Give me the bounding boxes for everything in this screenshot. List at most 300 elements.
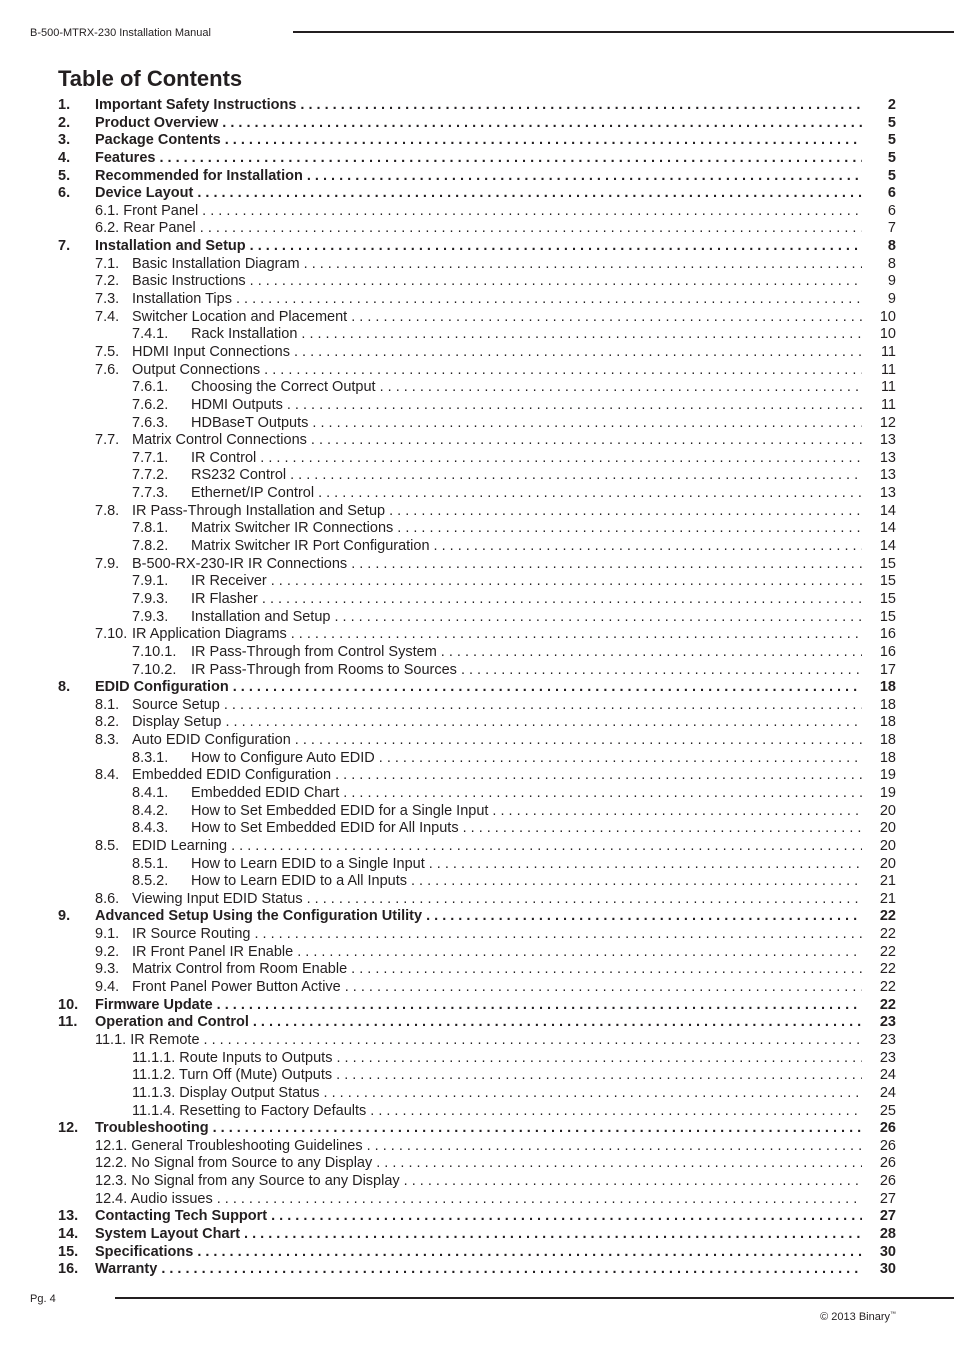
toc-entry[interactable] <box>58 362 900 380</box>
dot-leader <box>217 1191 862 1209</box>
toc-entry[interactable] <box>58 856 900 874</box>
toc-entry-page: 26 <box>879 1120 896 1137</box>
toc-entry-title <box>132 573 866 591</box>
toc-entry-title <box>95 961 866 979</box>
toc-entry-page: 28 <box>879 1226 896 1242</box>
toc-entry-text: 11.1.2. Turn Off (Mute) Outputs <box>132 1067 333 1084</box>
toc-entry[interactable] <box>58 679 900 697</box>
toc-entry-title <box>95 503 866 521</box>
dot-leader <box>429 856 862 874</box>
toc-entry[interactable] <box>58 220 900 238</box>
toc-entry-number: 7.7.3. <box>132 485 169 502</box>
toc-entry-page: 22 <box>879 908 896 925</box>
toc-entry[interactable] <box>58 609 900 627</box>
dot-leader <box>250 238 862 256</box>
toc-entry-title <box>132 379 866 397</box>
toc-entry[interactable] <box>58 803 900 821</box>
dot-leader <box>434 538 862 556</box>
toc-entry[interactable] <box>58 767 900 785</box>
toc-entry-text: 8.3.1. How to Configure Auto EDID <box>132 749 375 766</box>
toc-entry-text: 7.7.1. IR Control <box>132 449 257 466</box>
toc-entry-text: 9.2. IR Front Panel IR Enable <box>95 943 294 960</box>
dot-leader <box>304 256 862 274</box>
toc-entry-number: 7.3. <box>95 291 120 308</box>
toc-entry-number: 7.10. <box>95 626 128 643</box>
toc-entry-text: 7.9.3. Installation and Setup <box>132 608 331 625</box>
toc-entry-page: 5 <box>887 132 896 149</box>
toc-entry-text: 8.4.3. How to Set Embedded EDID for All Inputs <box>132 820 459 837</box>
toc-entry[interactable] <box>58 1085 900 1103</box>
toc-entry-page: 30 <box>879 1261 896 1278</box>
toc-entry[interactable] <box>58 1014 900 1032</box>
toc-entry-number: 7.9. <box>95 555 120 572</box>
toc-entry-number: 8.4.1. <box>132 784 169 801</box>
toc-entry-number: 12. <box>58 1120 79 1137</box>
toc-entry-number: 7.2. <box>95 273 120 290</box>
toc-entry[interactable] <box>58 397 900 415</box>
dot-leader <box>225 714 862 732</box>
dot-leader <box>307 168 862 186</box>
dot-leader <box>404 1173 862 1191</box>
toc-entry-page: 24 <box>879 1067 896 1084</box>
toc-entry-page: 6 <box>887 185 896 202</box>
dot-leader <box>463 820 862 838</box>
toc-entry-page: 22 <box>879 943 896 960</box>
toc-entry[interactable] <box>58 961 900 979</box>
toc-entry-page: 9 <box>887 273 896 290</box>
toc-list <box>58 97 900 1279</box>
toc-entry-title <box>95 1014 866 1032</box>
toc-entry-title <box>95 926 866 944</box>
toc-entry-text: 7.6.1. Choosing the Correct Output <box>132 379 376 396</box>
toc-entry-page: 22 <box>879 961 896 978</box>
toc-entry[interactable] <box>58 873 900 891</box>
dot-leader <box>161 1261 862 1279</box>
toc-entry-number: 11. <box>58 1014 78 1031</box>
toc-entry-text: Operation and Control <box>95 1014 249 1031</box>
toc-entry[interactable] <box>58 1050 900 1068</box>
toc-entry-page: 2 <box>887 97 896 113</box>
toc-entry[interactable] <box>58 450 900 468</box>
toc-entry-text: 12.3. No Signal from any Source to any Display <box>95 1173 400 1190</box>
toc-entry-page: 14 <box>879 502 896 519</box>
toc-entry[interactable] <box>58 132 900 150</box>
toc-entry-page: 16 <box>879 626 896 643</box>
toc-entry-page: 13 <box>879 485 896 502</box>
dot-leader <box>204 1032 862 1050</box>
toc-entry[interactable] <box>58 573 900 591</box>
toc-entry-page: 7 <box>887 220 896 237</box>
toc-entry-text: 9.3. Matrix Control from Room Enable <box>95 961 348 978</box>
toc-entry[interactable] <box>58 1261 900 1279</box>
toc-entry-text: 9.4. Front Panel Power Button Active <box>95 979 341 996</box>
toc-entry-text: Contacting Tech Support <box>95 1208 268 1225</box>
toc-entry-page: 10 <box>879 308 896 325</box>
dot-leader <box>260 450 862 468</box>
toc-entry-page: 14 <box>879 520 896 537</box>
dot-leader <box>271 573 862 591</box>
toc-entry-number: 9.2. <box>95 943 120 960</box>
toc-entry-text: 9.1. IR Source Routing <box>95 926 251 943</box>
toc-entry[interactable] <box>58 944 900 962</box>
dot-leader <box>271 1208 862 1226</box>
toc-entry[interactable] <box>58 1208 900 1226</box>
toc-entry-page: 20 <box>879 855 896 872</box>
toc-entry-text: 7.7. Matrix Control Connections <box>95 432 307 449</box>
dot-leader <box>159 150 862 168</box>
toc-entry[interactable] <box>58 1032 900 1050</box>
dot-leader <box>351 556 862 574</box>
toc-entry-number: 6. <box>58 185 71 202</box>
toc-entry-page: 13 <box>879 467 896 484</box>
toc-entry-number: 7.7. <box>95 432 120 449</box>
toc-entry[interactable] <box>58 1191 900 1209</box>
manual-title: B-500-MTRX-230 Installation Manual <box>30 27 211 39</box>
toc-entry-text: 7.9.3. IR Flasher <box>132 590 258 607</box>
toc-entry-page: 27 <box>879 1190 896 1207</box>
toc-entry-number: 9.1. <box>95 926 120 943</box>
toc-entry-text: Package Contents <box>95 132 221 149</box>
dot-leader <box>312 415 862 433</box>
toc-entry-title <box>132 803 866 821</box>
toc-entry[interactable] <box>58 291 900 309</box>
toc-entry-title <box>95 1226 866 1244</box>
toc-entry-number: 7.8.2. <box>132 538 169 555</box>
toc-entry[interactable] <box>58 785 900 803</box>
toc-entry-text: 7.4.1. Rack Installation <box>132 326 298 343</box>
toc-entry-text: 8.6. Viewing Input EDID Status <box>95 890 303 907</box>
toc-entry-title <box>95 1120 866 1138</box>
dot-leader <box>300 97 862 115</box>
dot-leader <box>311 432 862 450</box>
toc-entry-number: 9.4. <box>95 979 120 996</box>
toc-entry-title <box>95 697 866 715</box>
toc-entry[interactable] <box>58 1103 900 1121</box>
toc-entry[interactable] <box>58 485 900 503</box>
toc-entry-text: 8.4. Embedded EDID Configuration <box>95 767 332 784</box>
toc-entry-number: 8.3. <box>95 732 120 749</box>
toc-entry-title <box>95 432 866 450</box>
toc-entry-number: 7.4. <box>95 308 120 325</box>
dot-leader <box>336 1067 862 1085</box>
toc-entry-page: 19 <box>879 784 896 801</box>
toc-entry-text: Troubleshooting <box>95 1120 209 1137</box>
dot-leader <box>224 697 862 715</box>
toc-entry-text: 8.4.1. Embedded EDID Chart <box>132 784 340 801</box>
dot-leader <box>236 291 862 309</box>
toc-entry-page: 20 <box>879 837 896 854</box>
toc-entry[interactable] <box>58 644 900 662</box>
toc-entry-title <box>95 767 866 785</box>
toc-entry-number: 8.5.2. <box>132 873 169 890</box>
dot-leader <box>334 609 862 627</box>
toc-entry-title <box>132 538 866 556</box>
toc-entry-text: Specifications <box>95 1243 194 1260</box>
toc-entry-page: 26 <box>879 1155 896 1172</box>
dot-leader <box>222 115 862 133</box>
dot-leader <box>295 732 862 750</box>
toc-entry-page: 18 <box>879 696 896 713</box>
toc-entry-number: 7.10.1. <box>132 643 177 660</box>
toc-entry-text: Installation and Setup <box>95 238 246 255</box>
toc-entry-number: 7.6.1. <box>132 379 169 396</box>
toc-entry-number: 1. <box>58 97 71 113</box>
toc-entry[interactable] <box>58 820 900 838</box>
toc-entry[interactable] <box>58 273 900 291</box>
toc-entry-page: 15 <box>879 573 896 590</box>
toc-entry[interactable] <box>58 838 900 856</box>
toc-entry-page: 21 <box>879 890 896 907</box>
dot-leader <box>225 132 862 150</box>
toc-entry-title <box>132 820 866 838</box>
dot-leader <box>254 926 862 944</box>
toc-entry[interactable] <box>58 238 900 256</box>
toc-entry-number: 10. <box>58 996 79 1013</box>
toc-entry-number: 7.6.2. <box>132 396 169 413</box>
toc-entry-text: Device Layout <box>95 185 194 202</box>
toc-entry-page: 10 <box>879 326 896 343</box>
toc-entry-title <box>132 1050 866 1068</box>
toc-entry-page: 11 <box>880 343 896 360</box>
toc-entry-title <box>95 556 866 574</box>
toc-entry-page: 22 <box>879 979 896 996</box>
dot-leader <box>336 1050 862 1068</box>
toc-entry-title <box>95 256 866 274</box>
toc-entry-title <box>95 979 866 997</box>
toc-entry[interactable] <box>58 432 900 450</box>
toc-entry-title <box>132 662 866 680</box>
toc-entry[interactable] <box>58 1244 900 1262</box>
toc-entry-text: 7.3. Installation Tips <box>95 291 232 308</box>
toc-entry-title <box>132 1067 866 1085</box>
toc-entry-text: 7.1. Basic Installation Diagram <box>95 255 300 272</box>
toc-entry-text: 6.2. Rear Panel <box>95 220 196 237</box>
toc-entry[interactable] <box>58 714 900 732</box>
dot-leader <box>213 1120 862 1138</box>
toc-entry[interactable] <box>58 1226 900 1244</box>
toc-entry-number: 7.8. <box>95 502 120 519</box>
toc-entry[interactable] <box>58 1138 900 1156</box>
dot-leader <box>397 520 862 538</box>
toc-entry-title <box>95 238 866 256</box>
toc-entry-page: 26 <box>879 1137 896 1154</box>
toc-entry-page: 11 <box>880 361 896 378</box>
toc-entry-text: 7.6.3. HDBaseT Outputs <box>132 414 309 431</box>
header-rule <box>293 31 954 33</box>
toc-entry[interactable] <box>58 520 900 538</box>
toc-entry-title <box>132 397 866 415</box>
toc-entry[interactable] <box>58 503 900 521</box>
toc-entry[interactable] <box>58 556 900 574</box>
toc-entry-number: 8.4.3. <box>132 820 169 837</box>
toc-entry-text: 7.4. Switcher Location and Placement <box>95 308 348 325</box>
toc-entry-title <box>95 97 866 115</box>
toc-entry-number: 15. <box>58 1243 79 1260</box>
toc-entry-text: 11.1.1. Route Inputs to Outputs <box>132 1049 333 1066</box>
toc-entry-title <box>95 1244 866 1262</box>
toc-entry-text: 8.4.2. How to Set Embedded EDID for a Single Input <box>132 802 489 819</box>
toc-entry[interactable] <box>58 997 900 1015</box>
dot-leader <box>492 803 862 821</box>
toc-entry-title <box>95 1208 866 1226</box>
toc-entry-text: 8.5.2. How to Learn EDID to a All Inputs <box>132 873 407 890</box>
toc-entry-page: 18 <box>879 679 896 696</box>
toc-entry[interactable] <box>58 750 900 768</box>
toc-entry-number: 9.3. <box>95 961 120 978</box>
toc-entry[interactable] <box>58 379 900 397</box>
toc-entry-text: 11.1.4. Resetting to Factory Defaults <box>132 1102 367 1119</box>
toc-entry-title <box>95 944 866 962</box>
toc-entry-text: 7.6.2. HDMI Outputs <box>132 396 283 413</box>
toc-entry[interactable] <box>58 697 900 715</box>
dot-leader <box>324 1085 862 1103</box>
toc-entry-page: 22 <box>879 996 896 1013</box>
toc-entry-number: 7.9.3. <box>132 590 169 607</box>
toc-entry-title <box>95 309 866 327</box>
toc-entry-title <box>132 485 866 503</box>
dot-leader <box>297 944 862 962</box>
toc-entry-title <box>132 750 866 768</box>
toc-entry[interactable] <box>58 168 900 186</box>
toc-entry-text: Important Safety Instructions <box>95 97 297 113</box>
toc-entry-page: 20 <box>879 802 896 819</box>
toc-entry-number: 8.5.1. <box>132 855 169 872</box>
toc-entry-title <box>95 1032 866 1050</box>
toc-entry-number: 7.7.1. <box>132 449 169 466</box>
toc-entry-title <box>95 203 866 221</box>
toc-entry-title <box>95 132 866 150</box>
toc-entry[interactable] <box>58 626 900 644</box>
toc-entry-number: 8.3.1. <box>132 749 169 766</box>
toc-entry[interactable] <box>58 326 900 344</box>
toc-entry-text: System Layout Chart <box>95 1226 241 1242</box>
dot-leader <box>294 344 862 362</box>
dot-leader <box>290 467 862 485</box>
toc-entry[interactable] <box>58 415 900 433</box>
toc-entry-text: 8.1. Source Setup <box>95 696 220 713</box>
toc-entry-title <box>132 1103 866 1121</box>
toc-entry-page: 15 <box>879 608 896 625</box>
toc-entry-page: 16 <box>879 643 896 660</box>
toc-entry-page: 18 <box>879 714 896 731</box>
trademark-mark: ™ <box>890 1311 896 1318</box>
toc-entry-page: 15 <box>879 590 896 607</box>
toc-entry[interactable] <box>58 115 900 133</box>
toc-entry[interactable] <box>58 908 900 926</box>
toc-entry-text: 6.1. Front Panel <box>95 202 199 219</box>
toc-entry-page: 14 <box>879 538 896 555</box>
toc-entry-text: 12.2. No Signal from Source to any Display <box>95 1155 373 1172</box>
toc-entry-page: 23 <box>879 1014 896 1031</box>
toc-entry-title <box>132 873 866 891</box>
toc-entry-text: 11.1.3. Display Output Status <box>132 1084 320 1101</box>
dot-leader <box>301 326 862 344</box>
toc-entry-page: 15 <box>879 555 896 572</box>
toc-entry[interactable] <box>58 256 900 274</box>
toc-entry-page: 9 <box>887 291 896 308</box>
toc-entry[interactable] <box>58 1067 900 1085</box>
dot-leader <box>307 891 862 909</box>
toc-entry[interactable] <box>58 1173 900 1191</box>
toc-entry-text: 7.10.1. IR Pass-Through from Control System <box>132 643 437 660</box>
toc-entry[interactable] <box>58 344 900 362</box>
toc-entry[interactable] <box>58 732 900 750</box>
toc-entry-title <box>95 1191 866 1209</box>
toc-entry[interactable] <box>58 591 900 609</box>
toc-entry-number: 7.1. <box>95 255 120 272</box>
toc-entry-number: 16. <box>58 1261 79 1278</box>
toc-entry-title <box>132 591 866 609</box>
page-number: Pg. 4 <box>30 1293 56 1305</box>
toc-entry-title <box>95 344 866 362</box>
toc-entry[interactable] <box>58 309 900 327</box>
toc-entry[interactable] <box>58 185 900 203</box>
toc-entry-page: 24 <box>879 1084 896 1101</box>
dot-leader <box>389 503 862 521</box>
dot-leader <box>200 220 862 238</box>
toc-entry[interactable] <box>58 926 900 944</box>
toc-entry-title <box>132 856 866 874</box>
toc-entry-text: 8.2. Display Setup <box>95 714 222 731</box>
toc-entry-page: 17 <box>879 661 896 678</box>
toc-entry-title <box>95 891 866 909</box>
toc-entry[interactable] <box>58 150 900 168</box>
dot-leader <box>380 379 862 397</box>
dot-leader <box>379 750 862 768</box>
toc-entry[interactable] <box>58 979 900 997</box>
toc-entry[interactable] <box>58 662 900 680</box>
toc-entry[interactable] <box>58 203 900 221</box>
toc-entry[interactable] <box>58 97 900 115</box>
toc-entry-text: 7.5. HDMI Input Connections <box>95 343 290 360</box>
dot-leader <box>291 626 862 644</box>
toc-entry[interactable] <box>58 1120 900 1138</box>
toc-entry-title <box>95 273 866 291</box>
toc-entry[interactable] <box>58 1155 900 1173</box>
toc-entry-page: 13 <box>879 449 896 466</box>
toc-entry-text: Advanced Setup Using the Configuration Utility <box>95 908 423 925</box>
toc-entry-title <box>95 1138 866 1156</box>
dot-leader <box>264 362 862 380</box>
toc-entry-page: 5 <box>887 167 896 184</box>
dot-leader <box>318 485 862 503</box>
toc-entry-text: Product Overview <box>95 114 219 131</box>
toc-entry-page: 20 <box>879 820 896 837</box>
dot-leader <box>335 767 862 785</box>
toc-entry-title <box>95 679 866 697</box>
toc-entry-text: 7.2. Basic Instructions <box>95 273 246 290</box>
toc-entry-page: 11 <box>880 396 896 413</box>
toc-entry-text: 8.5.1. How to Learn EDID to a Single Input <box>132 855 425 872</box>
dot-leader <box>253 1014 862 1032</box>
toc-entry-page: 26 <box>879 1173 896 1190</box>
dot-leader <box>343 785 862 803</box>
toc-entry-text: 7.10.2. IR Pass-Through from Rooms to Sources <box>132 661 457 678</box>
toc-entry-number: 7.10.2. <box>132 661 177 678</box>
toc-entry-title <box>95 997 866 1015</box>
dot-leader <box>197 185 862 203</box>
toc-entry-title <box>132 450 866 468</box>
toc-entry-number: 7.9.1. <box>132 573 169 590</box>
toc-entry-page: 18 <box>879 732 896 749</box>
toc-entry[interactable] <box>58 538 900 556</box>
dot-leader <box>197 1244 862 1262</box>
toc-entry-number: 14. <box>58 1226 79 1242</box>
toc-entry[interactable] <box>58 891 900 909</box>
toc-entry-title <box>132 609 866 627</box>
toc-entry[interactable] <box>58 467 900 485</box>
toc-entry-number: 8.1. <box>95 696 120 713</box>
